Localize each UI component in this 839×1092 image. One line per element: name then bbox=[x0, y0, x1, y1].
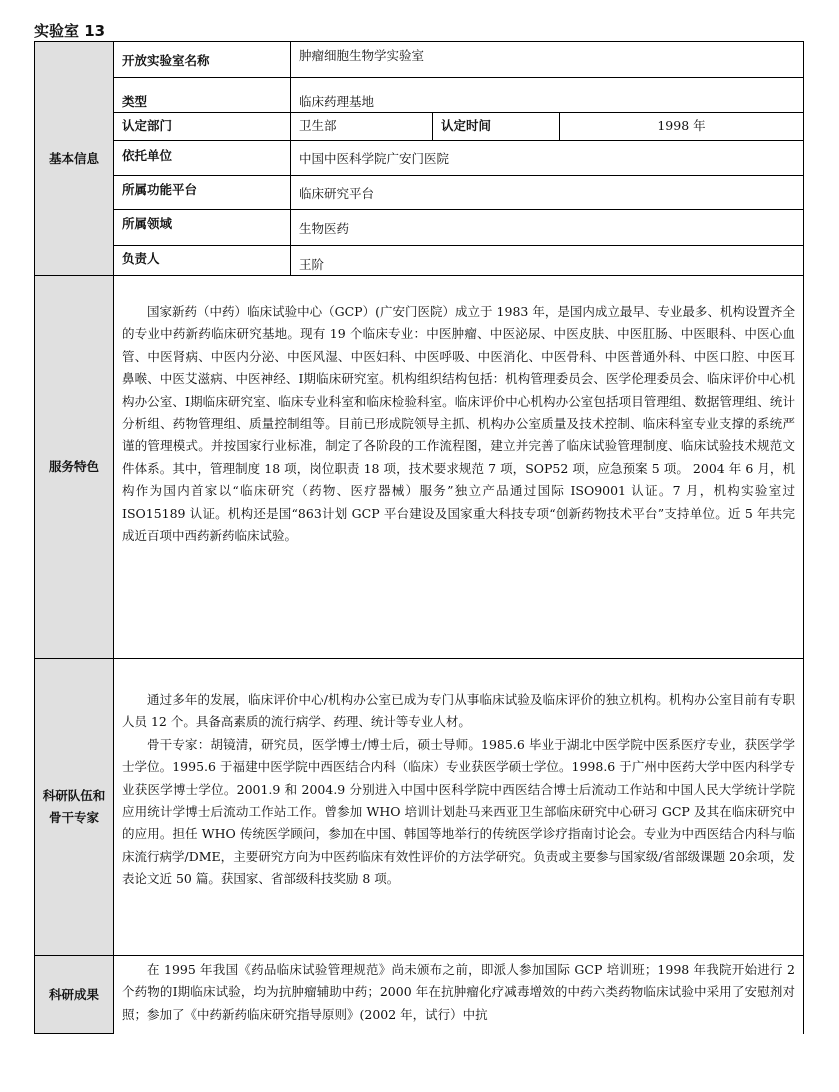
field-row-dept bbox=[35, 113, 804, 141]
page-title: 实验室 13 bbox=[34, 22, 106, 40]
service-content bbox=[114, 276, 804, 659]
field-value: 生物医药 bbox=[291, 210, 804, 246]
field-label: 所属功能平台 bbox=[114, 176, 291, 210]
field-row-host bbox=[35, 141, 804, 176]
field-label: 负责人 bbox=[114, 246, 291, 276]
field-label: 开放实验室名称 bbox=[114, 42, 291, 78]
field-value: 临床研究平台 bbox=[291, 176, 804, 210]
field-label-2: 认定时间 bbox=[433, 113, 560, 141]
field-label: 类型 bbox=[114, 78, 291, 113]
field-value-2: 1998 年 bbox=[560, 113, 804, 141]
service-row bbox=[35, 276, 804, 659]
field-label: 依托单位 bbox=[114, 141, 291, 176]
lab-info-table bbox=[34, 41, 804, 1034]
field-value: 王阶 bbox=[291, 246, 804, 276]
results-paragraph: 在 1995 年我国《药品临床试验管理规范》尚未颁布之前，即派人参加国际 GCP 培训班；1998 年我院开始进行 2 个药物的Ⅰ期临床试验，均为抗肿瘤辅助中药；2000 年在抗肿瘤化疗减毒增效的中药六类药物临床试验中采用了安慰剂对照；参加了《中药新药临床研究指导原则》(2002 年，试行）中抗 bbox=[122, 962, 795, 1022]
team-paragraph: 骨干专家：胡镜清，研究员，医学博士/博士后，硕士导师。1985.6 毕业于湖北中医学院中医系医疗专业，获医学学士学位。1995.6 于福建中医学院中西医结合内科（临床）专业获医学硕士学位。1998.6 于广州中医药大学中医内科学专业获医学博士学位。2001.9 和 2004.9 分别进入中国中医科学院中西医结合博士后流动工作站和中国人民大学统计学院应用统计学博士后流动工作站工作。曾参加 WHO 培训计划赴马来西亚卫生部临床研究中心研习 GCP 及其在临床研究中的应用。担任 WHO 传统医学顾问，参加在中国、韩国等地举行的传统医学诊疗指南讨论会。专业为中西医结合内科与临床流行病学/DME，主要研究方向为中医药临床有效性评价的方法学研究。负责或主要参与国家级/省部级课题 20余项，发表论文近 50 篇。获国家、省部级科技奖励 8 项。 bbox=[122, 736, 795, 887]
team-paragraph: 通过多年的发展，临床评价中心/机构办公室已成为专门从事临床试验及临床评价的独立机构。机构办公室目前有专职人员 12 个。具备高素质的流行病学、药理、统计等专业人材。 bbox=[122, 692, 795, 730]
service-paragraph: 国家新药（中药）临床试验中心（GCP）(广安门医院）成立于 1983 年，是国内成立最早、专业最多、机构设置齐全的专业中药新药临床研究基地。现有 19 个临床专业：中医肿瘤、中医泌尿、中医皮肤、中医肛肠、中医眼科、中医心血管、中医肾病、中医内分泌、中医风湿、中医妇科、中医呼吸、中医消化、中医骨科、中医普通外科、中医口腔、中医耳鼻喉、中医艾滋病、中医神经、Ⅰ期临床研究室。机构组织结构包括：机构管理委员会、医学伦理委员会、临床评价中心机构办公室、Ⅰ期临床研究室、临床专业科室和临床检验科室。临床评价中心机构办公室包括项目管理组、数据管理组、统计分析组、药物管理组、质量控制组等。目前已形成院领导主抓、机构办公室质量及技术控制、临床科室专业支撑的系统严谨的管理模式。并按国家行业标准，制定了各阶段的工作流程图，建立并完善了临床试验管理制度、临床试验技术规范文件体系。其中，管理制度 18 项，岗位职责 18 项，技术要求规范 7 项，SOP52 项，应急预案 5 项。 2004 年 6 月，机构作为国内首家以“临床研究（药物、医疗器械）服务”独立产品通过国际 ISO9001 认证。7 月，机构实验室过 ISO15189 认证。机构还是国“863计划 GCP 平台建设及国家重大科技专项“创新药物技术平台”支持单位。近 5 年共完成近百项中西药新药临床试验。 bbox=[122, 304, 795, 544]
section-label-results: 科研成果 bbox=[35, 956, 114, 1034]
field-label: 所属领域 bbox=[114, 210, 291, 246]
results-row bbox=[35, 956, 804, 1034]
field-row-platform bbox=[35, 176, 804, 210]
field-value: 肿瘤细胞生物学实验室 bbox=[291, 42, 804, 78]
team-label-line2: 骨干专家 bbox=[48, 810, 99, 825]
field-row-type bbox=[35, 78, 804, 113]
field-row-name bbox=[35, 42, 804, 78]
field-row-leader bbox=[35, 246, 804, 276]
field-row-domain bbox=[35, 210, 804, 246]
field-value: 临床药理基地 bbox=[291, 78, 804, 113]
section-label-basic: 基本信息 bbox=[35, 42, 114, 276]
team-content bbox=[114, 659, 804, 956]
team-label-line1: 科研队伍和 bbox=[42, 788, 106, 803]
field-value: 中国中医科学院广安门医院 bbox=[291, 141, 804, 176]
field-label: 认定部门 bbox=[114, 113, 291, 141]
section-label-service: 服务特色 bbox=[35, 276, 114, 659]
results-content bbox=[114, 956, 804, 1034]
section-label-team bbox=[35, 659, 114, 956]
field-value: 卫生部 bbox=[291, 113, 433, 141]
team-row bbox=[35, 659, 804, 956]
